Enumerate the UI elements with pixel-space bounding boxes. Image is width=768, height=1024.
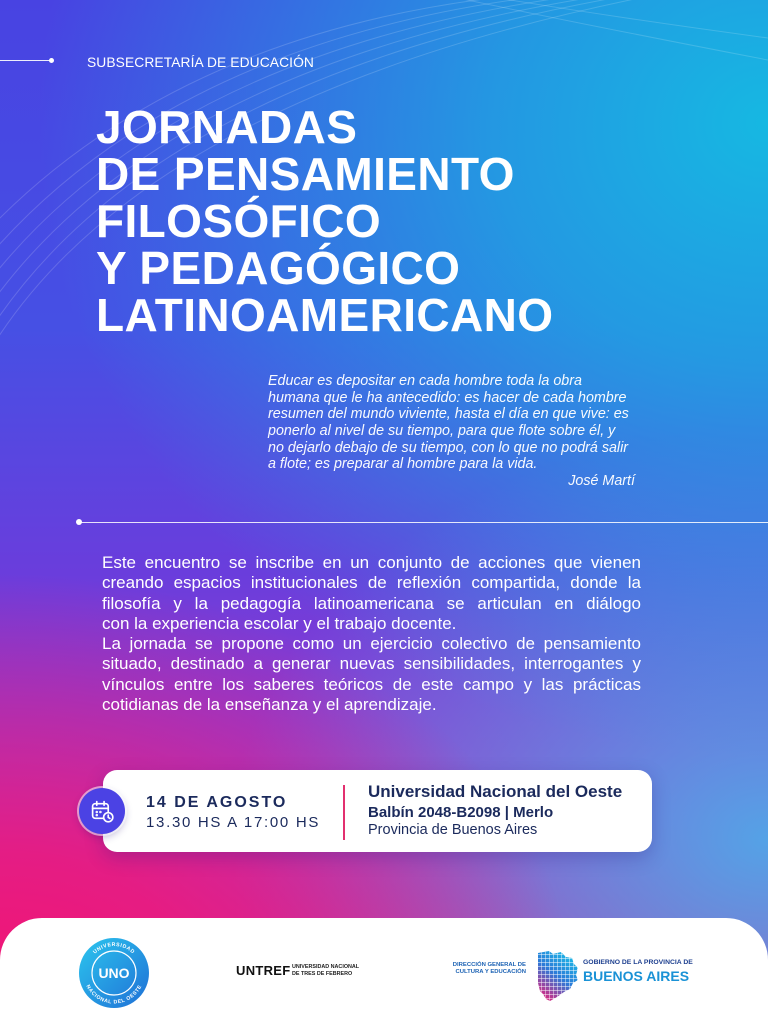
event-venue: Universidad Nacional del Oeste bbox=[368, 782, 623, 801]
gba-logo-line2: BUENOS AIRES bbox=[583, 968, 690, 984]
event-address: Balbín 2048-B2098 | Merlo bbox=[368, 804, 554, 821]
quote-line: Educar es depositar en cada hombre toda la obra bbox=[268, 373, 582, 389]
description-line: La jornada se propone como un ejercicio colectivo de pensamiento bbox=[102, 634, 641, 654]
uno-ring-top: UNIVERSIDAD bbox=[92, 941, 136, 956]
title-line: LATINOAMERICANO bbox=[96, 289, 554, 341]
card-divider bbox=[343, 785, 345, 840]
title-line: DE PENSAMIENTO bbox=[96, 148, 515, 200]
title-line: JORNADAS bbox=[96, 101, 358, 153]
quote-line: humana que le ha antecedido: es hacer de cada hombre bbox=[268, 389, 627, 406]
department-label: SUBSECRETARÍA DE EDUCACIÓN bbox=[87, 55, 314, 70]
untref-line: DE TRES DE FEBRERO bbox=[292, 970, 353, 977]
dgcye-line: CULTURA Y EDUCACIÓN bbox=[455, 969, 526, 976]
title-line: Y PEDAGÓGICO bbox=[96, 242, 461, 294]
uno-ring-bottom: NACIONAL DEL OESTE bbox=[84, 983, 144, 1006]
header-accent-dot bbox=[49, 58, 54, 63]
quote-block bbox=[268, 373, 635, 490]
section-divider bbox=[79, 522, 768, 523]
description-line: cotidianas de la enseñanza y el aprendizaje. bbox=[102, 695, 437, 715]
description-line: situado, destinado a generar nuevas sensibilidades, interrogantes y bbox=[102, 654, 641, 674]
description-line: creando espacios institucionales de reflexión compartida, donde la bbox=[102, 573, 641, 593]
calendar-clock-icon bbox=[79, 788, 125, 834]
description-line: Este encuentro se inscribe en un conjunto de acciones que vienen bbox=[102, 553, 641, 572]
description-line: con la experiencia escolar y el trabajo docente. bbox=[102, 613, 457, 633]
uno-logo bbox=[78, 937, 150, 1009]
untref-logo-subtitle bbox=[292, 964, 359, 977]
quote-line: no dejarlo debajo de su tiempo, con lo que no podrá salir bbox=[268, 439, 629, 456]
untref-line: UNIVERSIDAD NACIONAL bbox=[292, 964, 360, 970]
event-time: 13.30 HS A 17:00 HS bbox=[146, 814, 321, 831]
description bbox=[102, 553, 641, 715]
uno-abbr: UNO bbox=[98, 965, 130, 981]
dgcye-line: DIRECCIÓN GENERAL DE bbox=[452, 962, 526, 968]
dgcye-logo bbox=[450, 962, 526, 977]
gba-logo-line1: GOBIERNO DE LA PROVINCIA DE bbox=[583, 959, 693, 966]
quote-line: ponerlo al nivel de su tiempo, para que flote sobre él, y bbox=[268, 423, 616, 440]
untref-logo: UNTREF bbox=[236, 963, 291, 978]
quote-line: resumen del mundo viviente, hasta el día en que vive: es bbox=[268, 406, 629, 423]
section-divider-dot bbox=[76, 519, 82, 525]
description-line: vínculos entre los saberes teóricos de este campo y las prácticas bbox=[102, 674, 641, 694]
header-accent-line bbox=[0, 60, 50, 61]
event-title bbox=[96, 101, 554, 341]
description-line: filosofía y la pedagogía latinoamericana se articulan en diálogo bbox=[102, 593, 641, 613]
event-region: Provincia de Buenos Aires bbox=[368, 822, 538, 838]
title-line: FILOSÓFICO bbox=[96, 195, 382, 247]
quote-author: José Martí bbox=[568, 473, 635, 490]
quote-line: a flote; es preparar al hombre para la vida. bbox=[268, 456, 538, 473]
buenos-aires-map-icon bbox=[537, 950, 579, 1002]
event-date: 14 DE AGOSTO bbox=[146, 794, 288, 811]
